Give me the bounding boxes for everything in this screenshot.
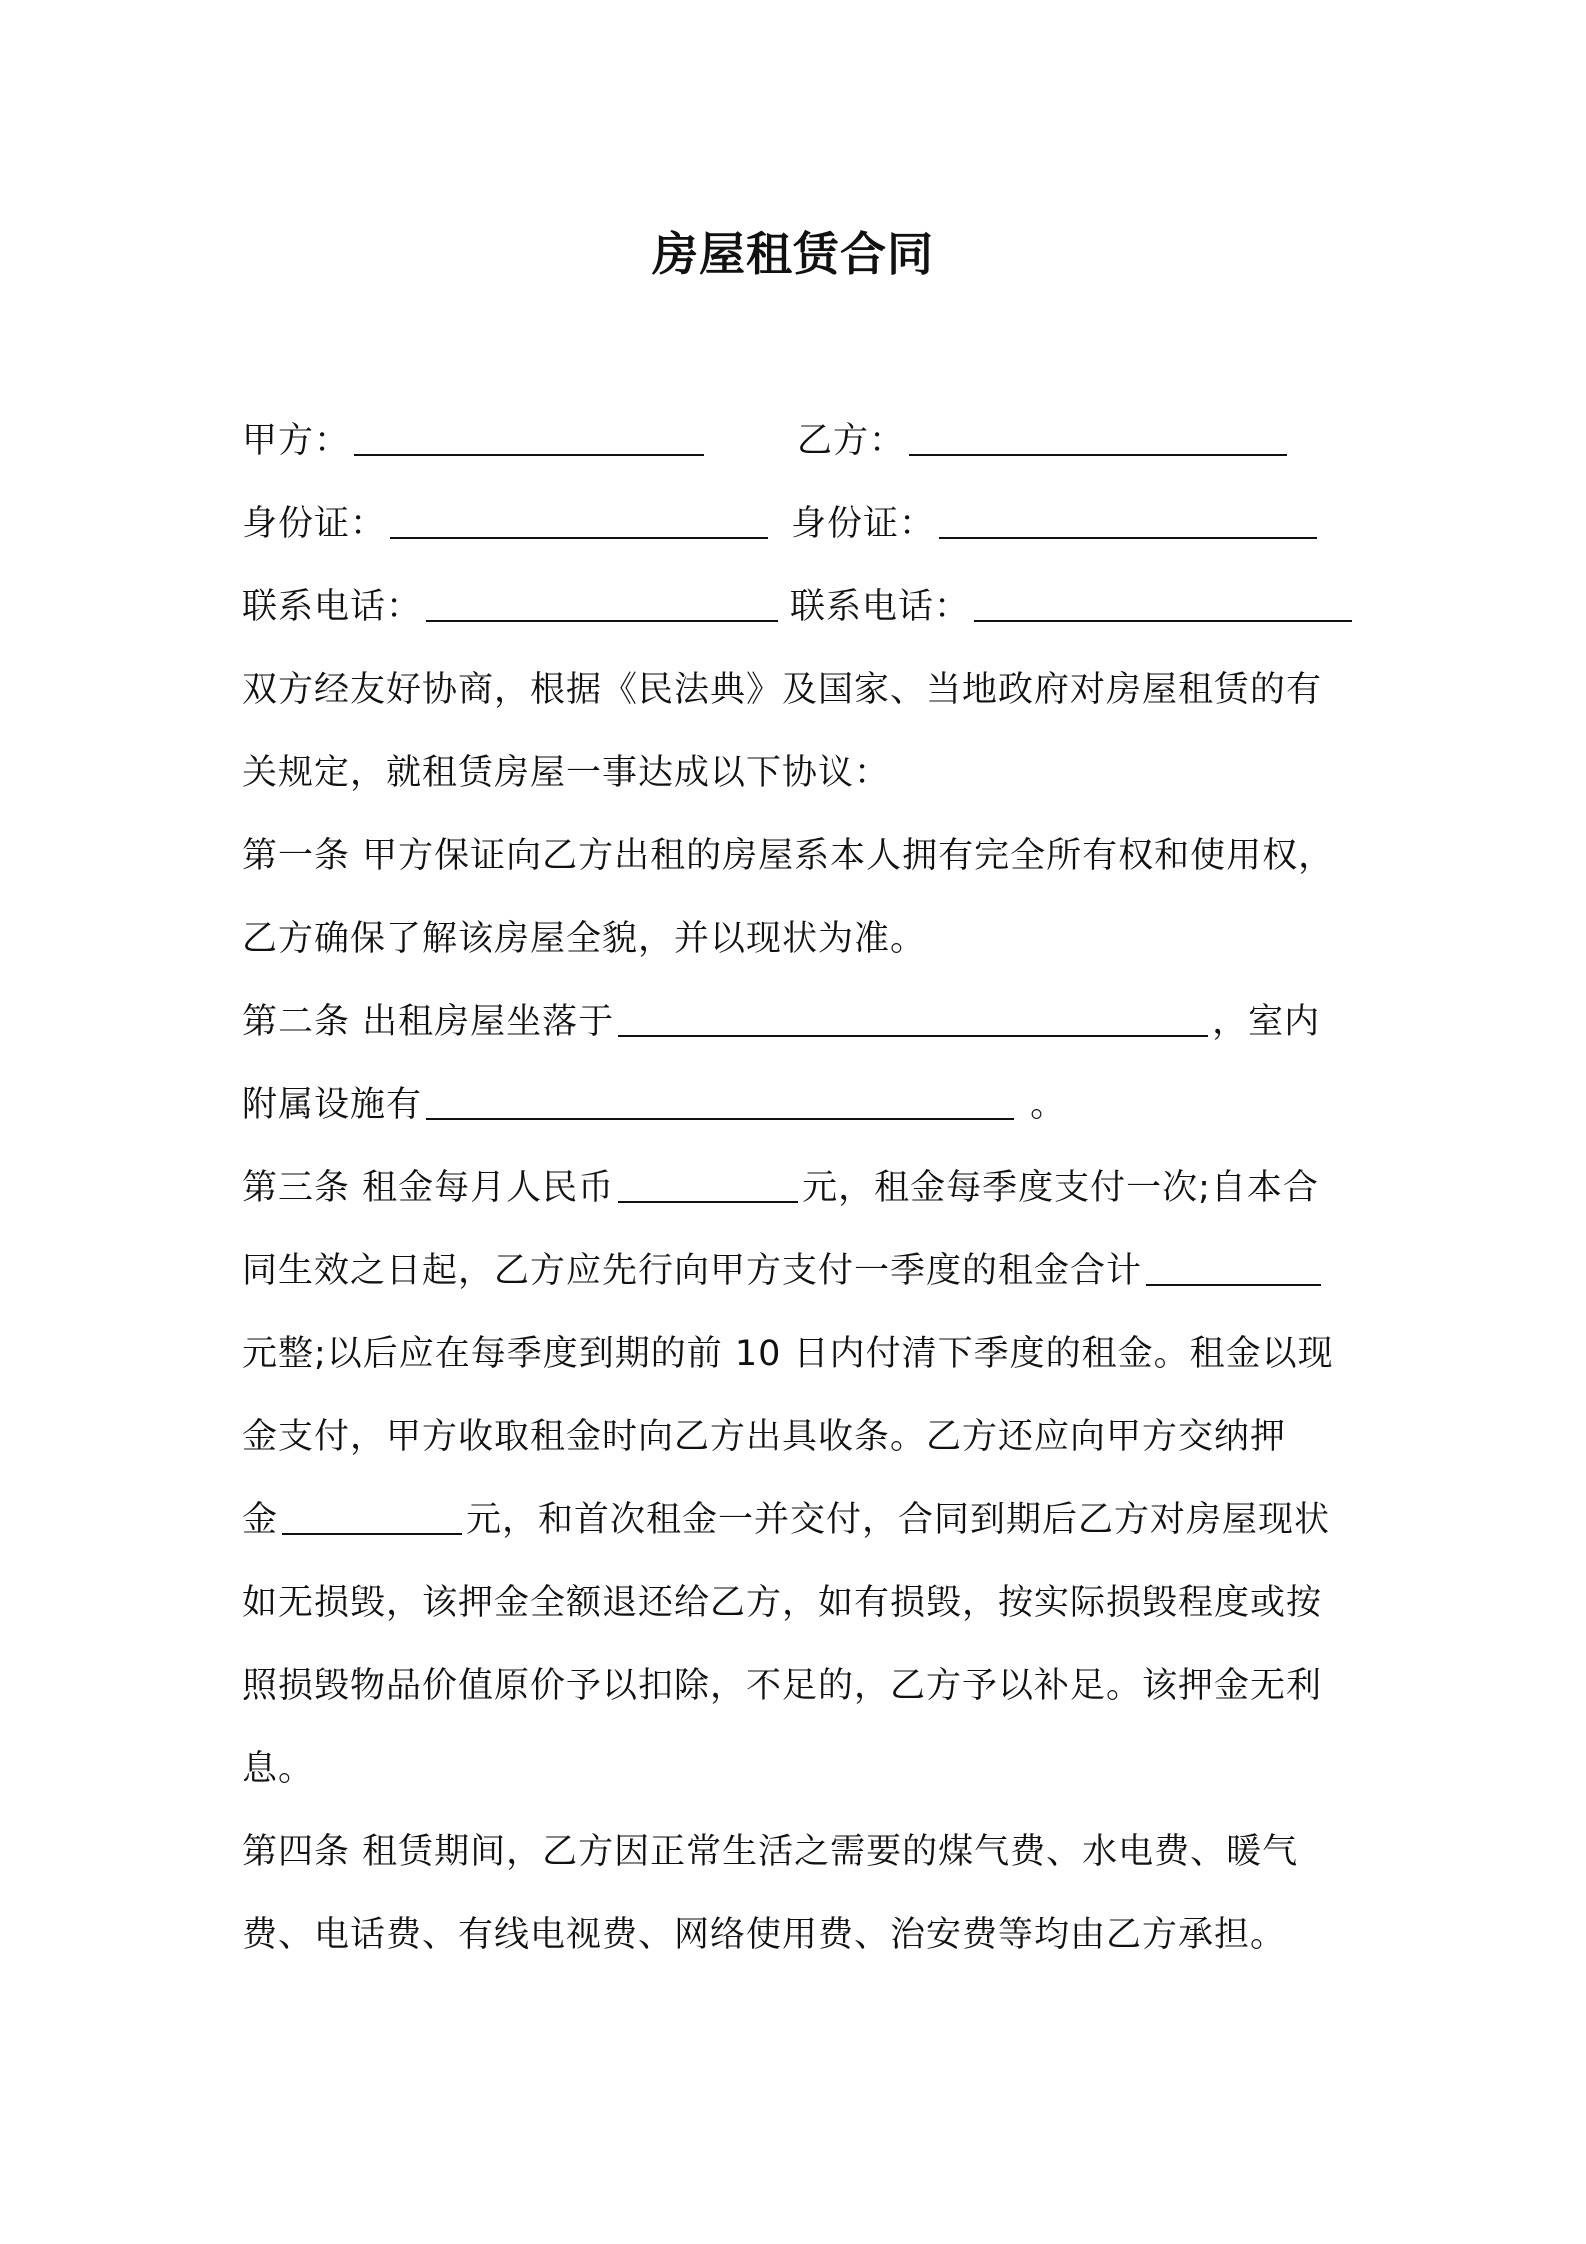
property-location-blank[interactable] — [618, 998, 1208, 1037]
id-b-blank[interactable] — [939, 500, 1317, 539]
party-line — [242, 400, 1362, 483]
party-a-label: 甲方： — [242, 421, 351, 461]
id-line — [242, 483, 1362, 566]
article-2-line-2-prefix: 附属设施有 — [242, 1085, 423, 1125]
article-4-line-1: 第四条 租赁期间，乙方因正常生活之需要的煤气费、水电费、暖气 — [242, 1832, 1299, 1872]
article-3-line-1-suffix: 元，租金每季度支付一次;自本合 — [802, 1168, 1319, 1208]
article-3-line-3: 元整;以后应在每季度到期的前 10 日内付清下季度的租金。租金以现 — [242, 1334, 1334, 1374]
article-3-line-5 — [242, 1479, 1362, 1562]
article-3-line-5-prefix: 金 — [242, 1500, 279, 1540]
phone-line — [242, 566, 1362, 649]
phone-a-blank[interactable] — [426, 583, 778, 622]
article-4-line-2: 费、电话费、有线电视费、网络使用费、治安费等均由乙方承担。 — [242, 1915, 1287, 1955]
intro-line-2: 关规定，就租赁房屋一事达成以下协议： — [242, 753, 891, 793]
intro-line-1: 双方经友好协商，根据《民法典》及国家、当地政府对房屋租赁的有 — [242, 670, 1323, 710]
party-b-blank[interactable] — [909, 417, 1287, 456]
article-3-line-1 — [242, 1147, 1362, 1230]
phone-b-label: 联系电话： — [790, 587, 971, 627]
id-a-label: 身份证： — [242, 504, 387, 544]
article-1-line-2: 乙方确保了解该房屋全貌，并以现状为准。 — [242, 919, 927, 959]
party-b-label: 乙方： — [797, 421, 906, 461]
phone-a-label: 联系电话： — [242, 587, 423, 627]
id-b-label: 身份证： — [791, 504, 936, 544]
article-3-line-7: 照损毁物品价值原价予以扣除，不足的，乙方予以补足。该押金无利 — [242, 1666, 1323, 1706]
article-3-line-6: 如无损毁，该押金全额退还给乙方，如有损毁，按实际损毁程度或按 — [242, 1583, 1323, 1623]
article-1-line-1: 第一条 甲方保证向乙方出租的房屋系本人拥有完全所有权和使用权， — [242, 836, 1335, 876]
party-a-blank[interactable] — [354, 417, 704, 456]
article-3-line-1-prefix: 第三条 租金每月人民币 — [242, 1168, 615, 1208]
article-2-suffix: ，室内 — [1212, 1002, 1321, 1042]
deposit-blank[interactable] — [282, 1496, 462, 1535]
document-title: 房屋租赁合同 — [652, 227, 934, 281]
monthly-rent-blank[interactable] — [618, 1164, 798, 1203]
article-3-line-2 — [242, 1230, 1362, 1313]
article-2-line-1 — [242, 981, 1362, 1064]
article-2-line-2 — [242, 1064, 1362, 1147]
id-a-blank[interactable] — [390, 500, 768, 539]
article-2-line-2-suffix: 。 — [1018, 1085, 1067, 1125]
facilities-blank[interactable] — [426, 1081, 1014, 1120]
article-2-prefix: 第二条 出租房屋坐落于 — [242, 1002, 615, 1042]
article-3-line-2-prefix: 同生效之日起，乙方应先行向甲方支付一季度的租金合计 — [242, 1251, 1143, 1291]
contract-body — [242, 400, 1362, 1977]
quarter-rent-blank[interactable] — [1146, 1247, 1321, 1286]
article-3-line-5-suffix: 元，和首次租金一并交付，合同到期后乙方对房屋现状 — [466, 1500, 1331, 1540]
phone-b-blank[interactable] — [974, 583, 1352, 622]
article-3-line-4: 金支付，甲方收取租金时向乙方出具收条。乙方还应向甲方交纳押 — [242, 1417, 1287, 1457]
article-3-line-8: 息。 — [242, 1749, 315, 1789]
